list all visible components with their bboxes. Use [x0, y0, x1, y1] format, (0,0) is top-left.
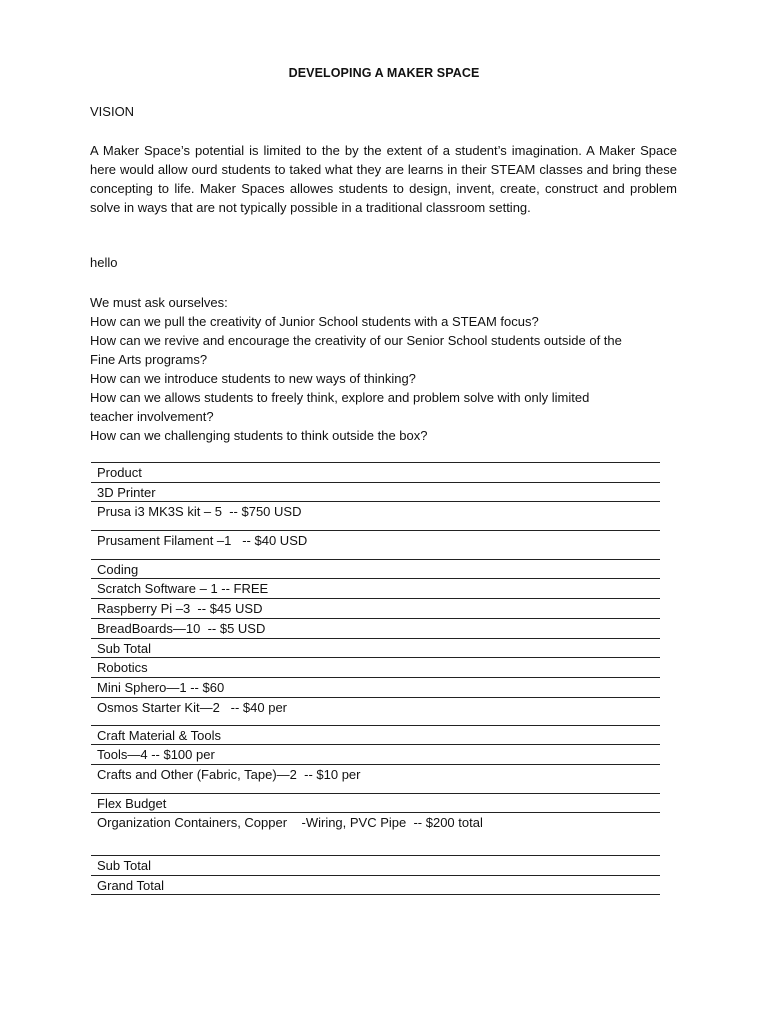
- table-row-craft: Craft Material & Tools: [91, 726, 660, 745]
- vision-paragraph: A Maker Space’s potential is limited to the by the extent of a student’s imagination. A Maker Space here would allow ourd students to taked what they are learns in their STEAM classes and bring these concepting to life. Maker Spaces allowes students to design, invent, create, construct and problem solve in ways that are not typically possible in a traditional classroom setting.: [90, 143, 677, 215]
- table-row-flex-budget: Flex Budget: [91, 794, 660, 813]
- table-row-product-header: Product: [91, 463, 660, 483]
- table-row: Tools—4 -- $100 per: [91, 745, 660, 765]
- table-row-subtotal: Sub Total: [91, 856, 660, 876]
- table-row: Organization Containers, Copper -Wiring, PVC Pipe -- $200 total: [91, 813, 660, 856]
- question-line: Fine Arts programs?: [90, 352, 208, 367]
- hello-text: hello: [90, 255, 118, 270]
- questions-intro: We must ask ourselves:: [90, 295, 228, 310]
- table-row: Prusa i3 MK3S kit – 5 -- $750 USD: [91, 502, 660, 531]
- questions-block: [90, 293, 690, 445]
- question-line: How can we allows students to freely think, explore and problem solve with only limited: [90, 390, 590, 405]
- table-row: BreadBoards—10 -- $5 USD: [91, 619, 660, 639]
- table-row-coding: Coding: [91, 560, 660, 579]
- question-line: How can we introduce students to new ways of thinking?: [90, 371, 416, 386]
- table-row-robotics: Robotics: [91, 658, 660, 678]
- budget-table: [91, 462, 660, 895]
- table-row: Scratch Software – 1 -- FREE: [91, 579, 660, 599]
- table-row: Raspberry Pi –3 -- $45 USD: [91, 599, 660, 619]
- document-title: DEVELOPING A MAKER SPACE: [288, 66, 480, 80]
- table-row: Osmos Starter Kit—2 -- $40 per: [91, 698, 660, 726]
- section-label-vision: VISION: [90, 104, 135, 119]
- question-line: How can we revive and encourage the creativity of our Senior School students outside of the: [90, 333, 622, 348]
- question-line: teacher involvement?: [90, 409, 214, 424]
- table-row-grand-total: Grand Total: [91, 876, 660, 895]
- table-row: Crafts and Other (Fabric, Tape)—2 -- $10 per: [91, 765, 660, 794]
- question-line: How can we challenging students to think outside the box?: [90, 428, 428, 443]
- table-row: Mini Sphero—1 -- $60: [91, 678, 660, 698]
- table-row-3d-printer: 3D Printer: [91, 483, 660, 502]
- question-line: How can we pull the creativity of Junior School students with a STEAM focus?: [90, 314, 539, 329]
- table-row-subtotal: Sub Total: [91, 639, 660, 658]
- table-row: Prusament Filament –1 -- $40 USD: [91, 531, 660, 560]
